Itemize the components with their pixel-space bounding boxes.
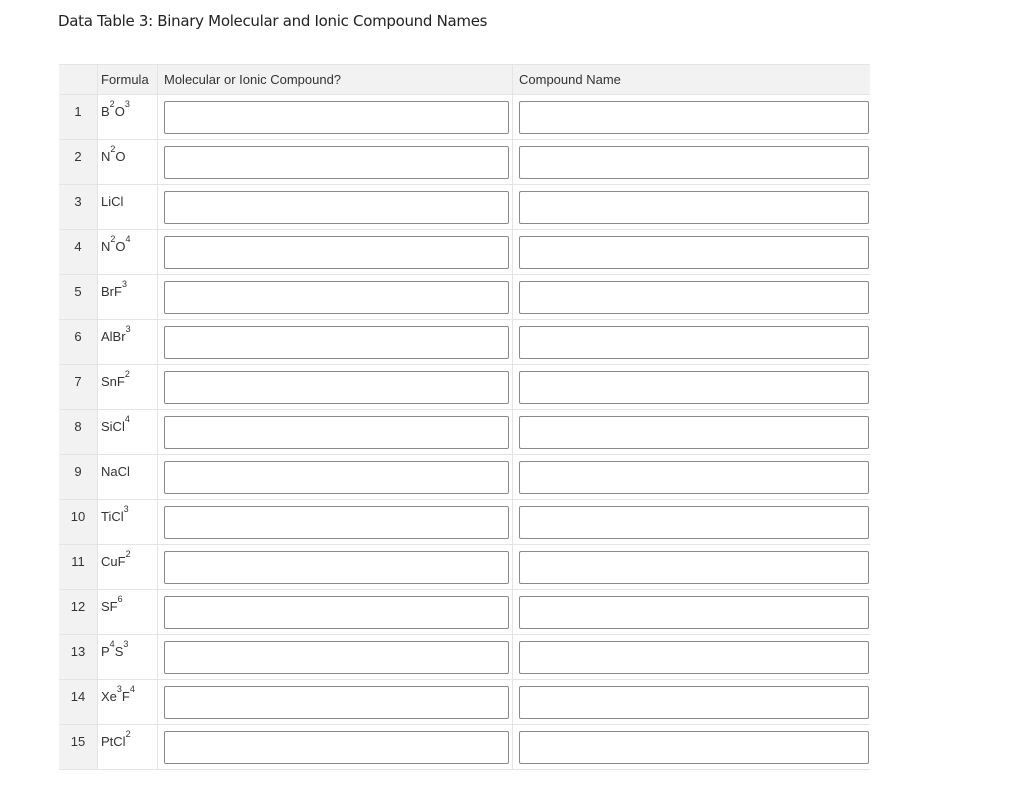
formula-cell — [98, 185, 158, 229]
compound-name-input[interactable] — [519, 146, 869, 179]
compound-name-input[interactable] — [519, 731, 869, 764]
type-cell — [158, 590, 513, 634]
name-cell — [513, 365, 870, 409]
table-row — [59, 410, 870, 455]
row-number: 13 — [59, 635, 98, 679]
compound-name-input[interactable] — [519, 236, 869, 269]
formula-symbol: O — [115, 149, 126, 164]
table-header-row — [59, 64, 870, 95]
molecular-or-ionic-input[interactable] — [164, 551, 509, 584]
table-row — [59, 725, 870, 770]
header-formula: Formula — [98, 65, 158, 94]
name-cell — [513, 410, 870, 454]
compound-name-input[interactable] — [519, 686, 869, 719]
type-cell — [158, 635, 513, 679]
row-number: 1 — [59, 95, 98, 139]
table-row — [59, 635, 870, 680]
formula-symbol: SnF — [101, 374, 125, 389]
page-title: Data Table 3: Binary Molecular and Ionic Compound Names — [58, 12, 488, 30]
molecular-or-ionic-input[interactable] — [164, 146, 509, 179]
compound-name-input[interactable] — [519, 461, 869, 494]
formula-cell: SF 6 — [98, 590, 158, 634]
compound-name-input[interactable] — [519, 101, 869, 134]
compound-name-input[interactable] — [519, 416, 869, 449]
formula-symbol: NaCl — [101, 464, 130, 479]
formula-cell: TiCl 3 — [98, 500, 158, 544]
name-cell — [513, 635, 870, 679]
name-cell — [513, 590, 870, 634]
row-number: 15 — [59, 725, 98, 769]
formula-symbol: AlBr — [101, 329, 126, 344]
name-cell — [513, 680, 870, 724]
formula-symbol: TiCl — [101, 509, 124, 524]
type-cell — [158, 95, 513, 139]
formula-symbol: N — [101, 239, 111, 254]
row-number: 11 — [59, 545, 98, 589]
type-cell — [158, 140, 513, 184]
table-row — [59, 500, 870, 545]
name-cell — [513, 500, 870, 544]
table-row — [59, 230, 870, 275]
molecular-or-ionic-input[interactable] — [164, 236, 509, 269]
formula-symbol: SiCl — [101, 419, 125, 434]
table-row — [59, 275, 870, 320]
row-number: 3 — [59, 185, 98, 229]
type-cell — [158, 680, 513, 724]
formula-symbol: N — [101, 149, 111, 164]
formula-symbol: O — [114, 104, 125, 119]
name-cell — [513, 95, 870, 139]
formula-symbol: SF — [101, 599, 118, 614]
compound-name-input[interactable] — [519, 371, 869, 404]
name-cell — [513, 140, 870, 184]
molecular-or-ionic-input[interactable] — [164, 596, 509, 629]
name-cell — [513, 230, 870, 274]
compound-name-input[interactable] — [519, 281, 869, 314]
molecular-or-ionic-input[interactable] — [164, 281, 509, 314]
name-cell — [513, 725, 870, 769]
row-number: 8 — [59, 410, 98, 454]
compound-name-input[interactable] — [519, 596, 869, 629]
formula-cell: BrF 3 — [98, 275, 158, 319]
data-table — [59, 64, 870, 770]
type-cell — [158, 275, 513, 319]
compound-name-input[interactable] — [519, 326, 869, 359]
row-number: 5 — [59, 275, 98, 319]
table-row — [59, 680, 870, 725]
name-cell — [513, 455, 870, 499]
name-cell — [513, 275, 870, 319]
formula-cell — [98, 455, 158, 499]
formula-symbol: F — [121, 689, 130, 704]
molecular-or-ionic-input[interactable] — [164, 191, 509, 224]
compound-name-input[interactable] — [519, 191, 869, 224]
molecular-or-ionic-input[interactable] — [164, 506, 509, 539]
type-cell — [158, 410, 513, 454]
formula-symbol: Xe — [101, 689, 117, 704]
molecular-or-ionic-input[interactable] — [164, 101, 509, 134]
table-row — [59, 455, 870, 500]
formula-cell: AlBr 3 — [98, 320, 158, 364]
row-number: 6 — [59, 320, 98, 364]
formula-symbol: P — [101, 644, 110, 659]
row-number: 14 — [59, 680, 98, 724]
formula-cell: N 2 O 4 — [98, 230, 158, 274]
type-cell — [158, 500, 513, 544]
formula-symbol: BrF — [101, 284, 122, 299]
formula-cell: Xe 3 F 4 — [98, 680, 158, 724]
type-cell — [158, 545, 513, 589]
type-cell — [158, 725, 513, 769]
molecular-or-ionic-input[interactable] — [164, 416, 509, 449]
type-cell — [158, 455, 513, 499]
header-compound-name: Compound Name — [519, 72, 621, 87]
row-number: 7 — [59, 365, 98, 409]
molecular-or-ionic-input[interactable] — [164, 686, 509, 719]
row-number: 12 — [59, 590, 98, 634]
row-number: 2 — [59, 140, 98, 184]
type-cell — [158, 230, 513, 274]
formula-cell: N 2 O — [98, 140, 158, 184]
molecular-or-ionic-input[interactable] — [164, 461, 509, 494]
formula-symbol: S — [114, 644, 124, 659]
row-number: 4 — [59, 230, 98, 274]
table-row — [59, 320, 870, 365]
molecular-or-ionic-input[interactable] — [164, 731, 509, 764]
molecular-or-ionic-input[interactable] — [164, 641, 509, 674]
name-cell — [513, 320, 870, 364]
type-cell — [158, 320, 513, 364]
formula-cell: PtCl 2 — [98, 725, 158, 769]
formula-symbol: O — [115, 239, 126, 254]
name-cell — [513, 545, 870, 589]
formula-cell: SiCl 4 — [98, 410, 158, 454]
molecular-or-ionic-input[interactable] — [164, 371, 509, 404]
formula-symbol: B — [101, 104, 110, 119]
name-cell — [513, 185, 870, 229]
row-number: 10 — [59, 500, 98, 544]
table-row — [59, 545, 870, 590]
header-number — [59, 65, 98, 94]
formula-cell: B 2 O 3 — [98, 95, 158, 139]
formula-symbol: LiCl — [101, 194, 124, 209]
formula-symbol: PtCl — [101, 734, 126, 749]
compound-name-input[interactable] — [519, 551, 869, 584]
type-cell — [158, 185, 513, 229]
header-molecular-or-ionic: Molecular or Ionic Compound? — [158, 65, 513, 94]
table-row — [59, 590, 870, 635]
table-row — [59, 365, 870, 410]
compound-name-input[interactable] — [519, 641, 869, 674]
formula-symbol: CuF — [101, 554, 126, 569]
formula-cell: CuF 2 — [98, 545, 158, 589]
table-body — [59, 95, 870, 770]
molecular-or-ionic-input[interactable] — [164, 326, 509, 359]
row-number: 9 — [59, 455, 98, 499]
formula-cell: SnF 2 — [98, 365, 158, 409]
table-row — [59, 185, 870, 230]
table-row — [59, 95, 870, 140]
table-row — [59, 140, 870, 185]
compound-name-input[interactable] — [519, 506, 869, 539]
formula-cell: P 4 S 3 — [98, 635, 158, 679]
type-cell — [158, 365, 513, 409]
